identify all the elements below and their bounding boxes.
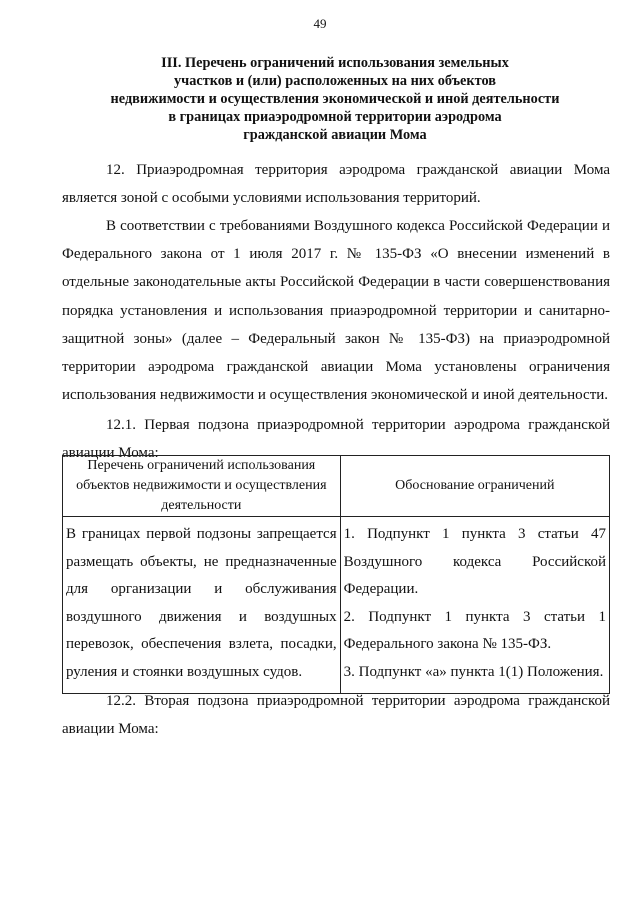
restriction-cell <box>63 517 341 694</box>
page-number: 49 <box>313 16 327 31</box>
restriction-line: размещать объекты, не предназначенные <box>66 553 337 570</box>
restriction-line: для организации и обслуживания <box>66 581 337 598</box>
restriction-line: руления и стоянки воздушных судов. <box>66 663 303 680</box>
paragraph-12: 12. Приаэродромная территория аэродрома гражданской авиации Мома является зоной с особыми условиями использования территорий. <box>62 162 610 207</box>
restriction-line: В границах первой подзоны запрещается <box>66 526 337 542</box>
heading-line: недвижимости и осуществления экономической и иной деятельности <box>110 91 560 107</box>
restriction-line: воздушного движения и воздушных <box>66 608 337 625</box>
heading-line: III. Перечень ограничений использования земельных <box>161 55 509 71</box>
table-row <box>63 517 610 694</box>
heading-line: в границах приаэродромной территории аэродрома <box>168 109 502 125</box>
justification-line: Воздушного кодекса Российской <box>343 553 606 570</box>
justification-line: 3. Подпункт «а» пункта 1(1) Положения. <box>343 663 604 680</box>
column-header-justification: Обоснование ограничений <box>340 456 609 517</box>
paragraph-12-2: 12.2. Вторая подзона приаэродромной территории аэродрома гражданской авиации Мома: <box>62 693 610 738</box>
justification-line: Федерального закона № 135-ФЗ. <box>343 636 552 653</box>
paragraph-legal-basis: В соответствии с требованиями Воздушного кодекса Российской Федерации и Федерального закона от 1 июля 2017 г. № 135-ФЗ «О внесении изменений в отдельные законодательные акты Российской Федерации в части совершенствования порядка установления и использования приаэродромной территории и санитарно-защитной зоны» (далее – Федеральный закон № 135-ФЗ) на приаэродромной территории аэродрома гражданской авиации Мома установлены ограничения использования недвижимости и осуществления экономической и иной деятельности. <box>62 218 610 404</box>
justification-cell <box>340 517 609 694</box>
section-heading <box>60 54 610 144</box>
justification-line: Федерации. <box>343 581 419 598</box>
paragraph-12-1: 12.1. Первая подзона приаэродромной территории аэродрома гражданской авиации Мома: <box>62 417 610 462</box>
restrictions-table <box>62 455 610 694</box>
restriction-line: перевозок, обеспечения взлета, посадки, <box>66 636 337 653</box>
table-header-row <box>63 456 610 517</box>
heading-line: участков и (или) расположенных на них объектов <box>174 73 496 89</box>
justification-line: 2. Подпункт 1 пункта 3 статьи 1 <box>343 608 606 625</box>
column-header-restrictions: Перечень ограничений использования объектов недвижимости и осуществления деятельности <box>63 456 341 517</box>
justification-line: 1. Подпункт 1 пункта 3 статьи 47 <box>343 526 606 542</box>
heading-line: гражданской авиации Мома <box>243 127 427 143</box>
